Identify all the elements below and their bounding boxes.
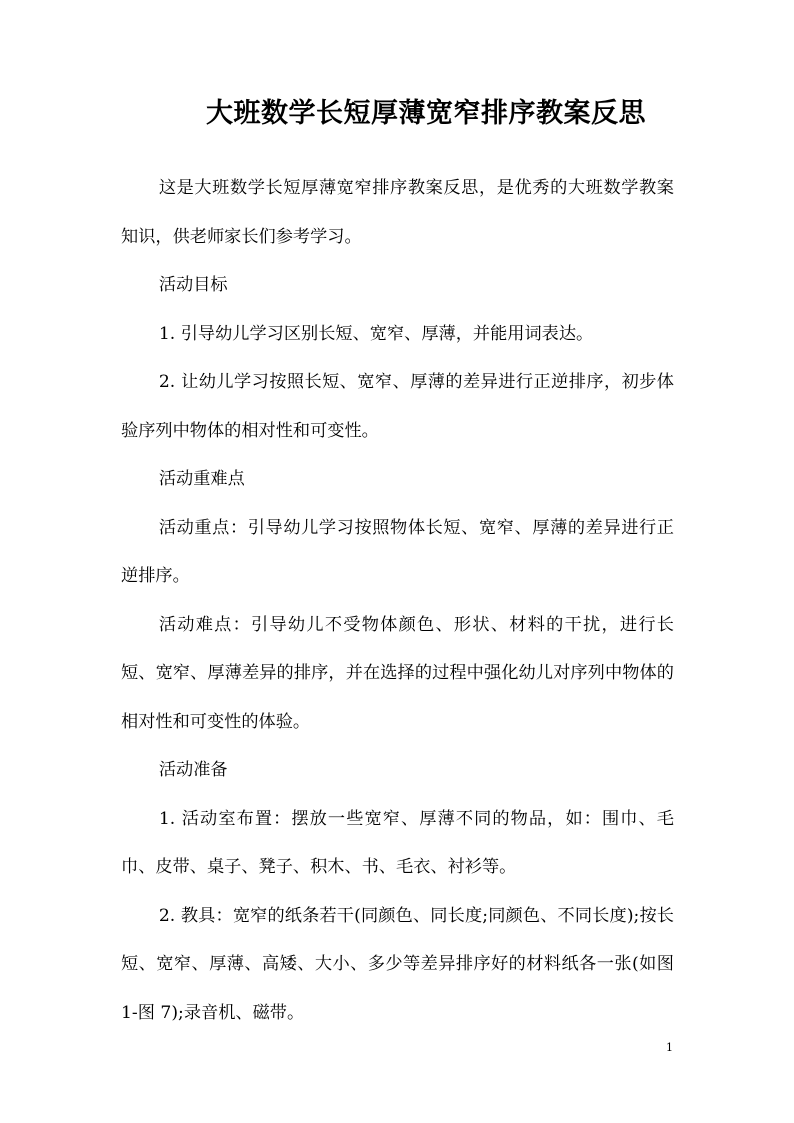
section-heading-key-points: 活动重难点 bbox=[158, 469, 245, 489]
page-number: 1 bbox=[666, 1041, 673, 1054]
document-body bbox=[121, 164, 674, 1037]
preparation-item-2: 2. 教具：宽窄的纸条若干(同颜色、同长度;同颜色、不同长度);按长短、宽窄、厚薄、高矮、大小、多少等差异排序好的材料纸各一张(如图 1-图 7);录音机、磁带。 bbox=[121, 905, 674, 1023]
section-heading-preparation: 活动准备 bbox=[158, 760, 228, 780]
difficulty-paragraph: 活动难点：引导幼儿不受物体颜色、形状、材料的干扰，进行长短、宽窄、厚薄差异的排序，并在选择的过程中强化幼儿对序列中物体的相对性和可变性的体验。 bbox=[121, 614, 674, 732]
intro-paragraph: 这是大班数学长短厚薄宽窄排序教案反思，是优秀的大班数学教案知识，供老师家长们参考学习。 bbox=[121, 178, 674, 247]
goal-item-2: 2. 让幼儿学习按照长短、宽窄、厚薄的差异进行正逆排序，初步体验序列中物体的相对性和可变性。 bbox=[121, 372, 674, 441]
preparation-item-1: 1. 活动室布置：摆放一些宽窄、厚薄不同的物品，如：围巾、毛巾、皮带、桌子、凳子、积木、书、毛衣、衬衫等。 bbox=[121, 808, 674, 877]
section-heading-activity-goals: 活动目标 bbox=[158, 275, 228, 295]
document-title: 大班数学长短厚薄宽窄排序教案反思 bbox=[206, 98, 646, 129]
goal-item-1: 1. 引导幼儿学习区别长短、宽窄、厚薄，并能用词表达。 bbox=[158, 323, 594, 344]
key-point-paragraph: 活动重点：引导幼儿学习按照物体长短、宽窄、厚薄的差异进行正逆排序。 bbox=[121, 517, 674, 586]
